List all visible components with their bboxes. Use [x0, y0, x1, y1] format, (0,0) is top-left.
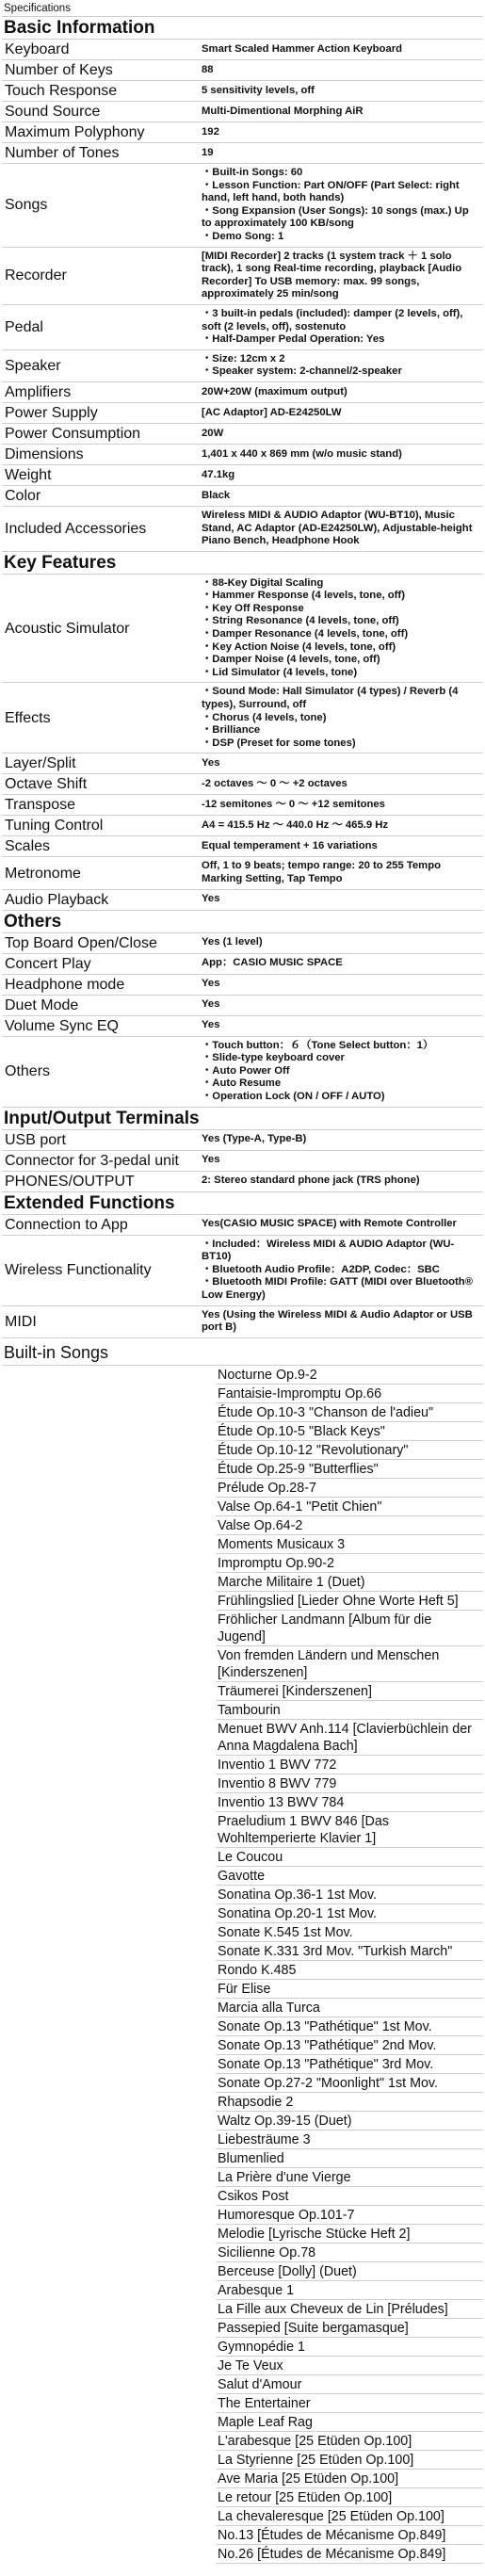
spec-value-line: 5 sensitivity levels, off — [202, 84, 315, 96]
spec-value-line: [AC Adaptor] AD-E24250LW — [202, 406, 342, 418]
spec-value — [199, 81, 483, 102]
song-list-item: Je Te Veux — [216, 2357, 483, 2375]
spec-label: Connection to App — [2, 1215, 199, 1236]
spec-value-line: Yes (1 level) — [202, 936, 263, 948]
spec-value — [199, 836, 483, 857]
song-list-item: No.26 [Études de Mécanisme Op.849] — [216, 2545, 483, 2564]
spec-value-line: Yes — [202, 998, 220, 1011]
spec-label: MIDI — [2, 1305, 199, 1337]
song-list-item: Für Elise — [216, 1980, 483, 1999]
spec-value-line: ・Touch button：６（Tone Select button：1） — [202, 1039, 434, 1051]
spec-value — [199, 247, 483, 304]
song-list-item: Liebesträume 3 — [216, 2130, 483, 2149]
spec-value-line: Smart Scaled Hammer Action Keyboard — [202, 42, 403, 55]
spec-row — [2, 1305, 483, 1337]
spec-table-input-output-terminals — [2, 1130, 483, 1192]
spec-value — [199, 381, 483, 402]
spec-value-line: Off, 1 to 9 beats; tempo range: 20 to 255 Tempo Marking Setting, Tap Tempo — [202, 860, 442, 884]
spec-row — [2, 933, 483, 954]
spec-label: Pedal — [2, 304, 199, 349]
song-list-item: Humoresque Op.101-7 — [216, 2206, 483, 2225]
song-list-item: Gavotte — [216, 1867, 483, 1886]
spec-value-line: ・Hammer Response (4 levels, tone, off) — [202, 590, 405, 602]
song-list-item: The Entertainer — [216, 2394, 483, 2413]
spec-row — [2, 423, 483, 444]
song-list-item: Tambourin — [216, 1701, 483, 1720]
song-list-item: Le retour [25 Etüden Op.100] — [216, 2488, 483, 2507]
spec-row — [2, 304, 483, 349]
builtin-songs-list — [216, 1366, 483, 2564]
spec-value — [199, 40, 483, 60]
spec-value-line: ・Chorus (4 levels, tone) — [202, 711, 327, 723]
song-list-item: Marche Militaire 1 (Duet) — [216, 1573, 483, 1592]
spec-value — [199, 857, 483, 889]
song-list-item: Fröhlicher Landmann [Album für die Jugend] — [216, 1611, 483, 1646]
song-list-item: Sonate Op.13 "Pathétique" 1st Mov. — [216, 2017, 483, 2036]
spec-row — [2, 506, 483, 551]
spec-row — [2, 40, 483, 60]
song-list-item: Étude Op.10-5 "Black Keys" — [216, 1422, 483, 1441]
song-list-item: Passepied [Suite bergamasque] — [216, 2319, 483, 2338]
spec-label: Headphone mode — [2, 974, 199, 995]
spec-row — [2, 857, 483, 889]
spec-value — [199, 1015, 483, 1036]
spec-value-line: ・Auto Resume — [202, 1077, 282, 1090]
spec-value — [199, 933, 483, 954]
spec-value-line: ・String Resonance (4 levels, tone, off) — [202, 615, 399, 627]
spec-label: Duet Mode — [2, 995, 199, 1015]
spec-row — [2, 1171, 483, 1191]
song-list-item: Waltz Op.39-15 (Duet) — [216, 2112, 483, 2130]
spec-row — [2, 995, 483, 1015]
spec-value — [199, 444, 483, 464]
song-list-item: Moments Musicaux 3 — [216, 1535, 483, 1554]
spec-row — [2, 1215, 483, 1236]
spec-value — [199, 953, 483, 974]
spec-value-line: 47.1kg — [202, 468, 235, 480]
song-list-item: Étude Op.10-3 "Chanson de l'adieu" — [216, 1403, 483, 1422]
song-list-item: Sonate Op.13 "Pathétique" 2nd Mov. — [216, 2036, 483, 2055]
song-list-item: Fantaisie-Impromptu Op.66 — [216, 1385, 483, 1403]
song-list-item: Marcia alla Turca — [216, 1999, 483, 2017]
spec-row — [2, 81, 483, 102]
spec-label: Connector for 3-pedal unit — [2, 1150, 199, 1171]
spec-value-line: ・Key Action Noise (4 levels, tone, off) — [202, 640, 396, 653]
spec-row — [2, 889, 483, 910]
spec-row — [2, 464, 483, 485]
spec-label: Songs — [2, 164, 199, 248]
spec-row — [2, 795, 483, 816]
spec-label: USB port — [2, 1130, 199, 1151]
spec-label: Sound Source — [2, 102, 199, 122]
spec-row — [2, 974, 483, 995]
spec-value-line: Equal temperament + 16 variations — [202, 840, 378, 852]
song-list-item: Gymnopédie 1 — [216, 2338, 483, 2357]
spec-value-line: Yes — [202, 757, 220, 770]
spec-value — [199, 349, 483, 381]
spec-value — [199, 889, 483, 910]
spec-label: Keyboard — [2, 40, 199, 60]
spec-row — [2, 1036, 483, 1107]
spec-label: Others — [2, 1036, 199, 1107]
spec-value — [199, 1036, 483, 1107]
spec-row — [2, 1130, 483, 1151]
spec-row — [2, 485, 483, 506]
song-list-item: Inventio 1 BWV 772 — [216, 1756, 483, 1774]
song-list-item: Sonate Op.13 "Pathétique" 3rd Mov. — [216, 2055, 483, 2074]
spec-row — [2, 774, 483, 795]
spec-label: Included Accessories — [2, 506, 199, 551]
spec-value — [199, 995, 483, 1015]
spec-row — [2, 1015, 483, 1036]
song-list-item: Berceuse [Dolly] (Duet) — [216, 2262, 483, 2281]
spec-row — [2, 953, 483, 974]
spec-value-line: 1,401 x 440 x 869 mm (w/o music stand) — [202, 447, 402, 460]
spec-row — [2, 836, 483, 857]
spec-label: Tuning Control — [2, 816, 199, 836]
spec-label: Power Consumption — [2, 423, 199, 444]
spec-value-line: ・Half-Damper Pedal Operation: Yes — [202, 333, 385, 346]
spec-value-line: Yes (Using the Wireless MIDI & Audio Adaptor or USB port B) — [202, 1308, 473, 1334]
song-list-item: Inventio 13 BWV 784 — [216, 1793, 483, 1812]
spec-value — [199, 464, 483, 485]
spec-label: Dimensions — [2, 444, 199, 464]
spec-label: Recorder — [2, 247, 199, 304]
spec-value-line: Yes — [202, 893, 220, 905]
song-list-item: Rhapsodie 2 — [216, 2093, 483, 2112]
spec-value — [199, 1171, 483, 1191]
spec-value-line: ・Demo Song: 1 — [202, 230, 284, 242]
spec-label: Power Supply — [2, 402, 199, 423]
spec-table-others — [2, 933, 483, 1108]
spec-value-line: Black — [202, 489, 231, 501]
song-list-item: Melodie [Lyrische Stücke Heft 2] — [216, 2225, 483, 2244]
spec-value — [199, 102, 483, 122]
song-list-item: La Fille aux Cheveux de Lin [Préludes] — [216, 2300, 483, 2319]
song-list-item: Sonate Op.27-2 "Moonlight" 1st Mov. — [216, 2074, 483, 2093]
spec-value-line: Yes — [202, 978, 220, 990]
song-list-item: Valse Op.64-1 "Petit Chien" — [216, 1498, 483, 1516]
spec-value-line: A4 = 415.5 Hz ～ 440.0 Hz ～ 465.9 Hz — [202, 819, 389, 832]
spec-label: Touch Response — [2, 81, 199, 102]
spec-value-line: ・DSP (Preset for some tones) — [202, 737, 356, 749]
spec-value — [199, 506, 483, 551]
spec-value-line: ・Built-in Songs: 60 — [202, 167, 303, 178]
spec-value — [199, 774, 483, 795]
song-list-item: Salut d'Amour — [216, 2375, 483, 2394]
spec-value-line: ・Slide-type keyboard cover — [202, 1052, 345, 1064]
spec-label: Effects — [2, 683, 199, 753]
spec-label: Audio Playback — [2, 889, 199, 910]
spec-row — [2, 575, 483, 683]
spec-value — [199, 304, 483, 349]
spec-value — [199, 1305, 483, 1337]
spec-row — [2, 349, 483, 381]
spec-value-line: -2 octaves ～ 0 ～ +2 octaves — [202, 778, 348, 790]
spec-row — [2, 402, 483, 423]
spec-value-line: ・Auto Power Off — [202, 1064, 290, 1077]
spec-value-line: ・Damper Noise (4 levels, tone, off) — [202, 654, 380, 666]
section-title-input-output-terminals: Input/Output Terminals — [2, 1108, 483, 1130]
spec-value-line: ・Included：Wireless MIDI & AUDIO Adaptor (WU-BT10) — [202, 1238, 455, 1263]
spec-value-line: ・Bluetooth MIDI Profile: GATT (MIDI over Bluetooth® Low Energy) — [202, 1276, 474, 1301]
spec-row — [2, 816, 483, 836]
spec-row — [2, 60, 483, 81]
spec-value-line: App：CASIO MUSIC SPACE — [202, 957, 343, 969]
song-list-item: Sonatina Op.20-1 1st Mov. — [216, 1904, 483, 1923]
song-list-item: Ave Maria [25 Etüden Op.100] — [216, 2470, 483, 2488]
spec-value-line: Wireless MIDI & AUDIO Adaptor (WU-BT10), Music Stand, AC Adaptor (AD-E24250LW), Adjustable-height Piano Bench, Headphone Hook — [202, 509, 473, 547]
song-list-item: Maple Leaf Rag — [216, 2413, 483, 2432]
song-list-item: Prélude Op.28-7 — [216, 1479, 483, 1498]
song-list-item: Étude Op.10-12 "Revolutionary" — [216, 1441, 483, 1460]
spec-value-line: ・Damper Resonance (4 levels, tone, off) — [202, 628, 409, 640]
spec-label: Octave Shift — [2, 774, 199, 795]
spec-value-line: 19 — [202, 146, 214, 158]
spec-value — [199, 164, 483, 248]
spec-row — [2, 683, 483, 753]
spec-row — [2, 102, 483, 122]
spec-value-line: ・Lid Simulator (4 levels, tone) — [202, 666, 358, 678]
spec-label: Number of Tones — [2, 143, 199, 164]
spec-value-line: [MIDI Recorder] 2 tracks (1 system track ＋ 1 solo track), 1 song Real-time recording, playback [Audio Recorder] To USB memory: max. 99 songs, approximately 25 min/song — [202, 250, 462, 300]
spec-value-line: ・Bluetooth Audio Profile：A2DP, Codec：SBC — [202, 1263, 440, 1275]
spec-row — [2, 1150, 483, 1171]
spec-value — [199, 402, 483, 423]
spec-value-line: Yes(CASIO MUSIC SPACE) with Remote Controller — [202, 1218, 457, 1230]
spec-label: Acoustic Simulator — [2, 575, 199, 683]
song-list-item: No.13 [Études de Mécanisme Op.849] — [216, 2526, 483, 2545]
song-list-item: Sonatina Op.36-1 1st Mov. — [216, 1886, 483, 1904]
spec-value-line: Yes — [202, 1154, 220, 1166]
spec-value-line: ・Song Expansion (User Songs): 10 songs (max.) Up to approximately 100 KB/song — [202, 204, 469, 230]
song-list-item: Rondo K.485 — [216, 1961, 483, 1980]
song-list-item: Inventio 8 BWV 779 — [216, 1774, 483, 1793]
spec-row — [2, 247, 483, 304]
spec-value — [199, 753, 483, 774]
spec-label: Speaker — [2, 349, 199, 381]
song-list-item: Arabesque 1 — [216, 2281, 483, 2300]
spec-value-line: 20W+20W (maximum output) — [202, 385, 348, 397]
spec-label: Top Board Open/Close — [2, 933, 199, 954]
spec-row — [2, 143, 483, 164]
spec-value-line: -12 semitones ～ 0 ～ +12 semitones — [202, 799, 385, 811]
spec-value — [199, 423, 483, 444]
spec-label: PHONES/OUTPUT — [2, 1171, 199, 1191]
spec-label: Metronome — [2, 857, 199, 889]
spec-label: Color — [2, 485, 199, 506]
page-title: Specifications — [2, 0, 483, 17]
song-list-item: L'arabesque [25 Etüden Op.100] — [216, 2432, 483, 2451]
song-list-item: Frühlingslied [Lieder Ohne Worte Heft 5] — [216, 1592, 483, 1611]
song-list-item: La Styrienne [25 Etüden Op.100] — [216, 2451, 483, 2470]
song-list-item: La chevaleresque [25 Etüden Op.100] — [216, 2507, 483, 2526]
section-title-key-features: Key Features — [2, 552, 483, 575]
song-list-item: Menuet BWV Anh.114 [Clavierbüchlein der Anna Magdalena Bach] — [216, 1720, 483, 1756]
spec-value-line: Yes — [202, 1019, 220, 1031]
spec-value — [199, 575, 483, 683]
section-title-extended-functions: Extended Functions — [2, 1192, 483, 1215]
spec-label: Amplifiers — [2, 381, 199, 402]
spec-value-line: Multi-Dimentional Morphing AiR — [202, 105, 364, 117]
spec-table-extended-functions — [2, 1215, 483, 1338]
spec-value-line: ・3 built-in pedals (included): damper (2 levels, off), soft (2 levels, off), sostenuto — [202, 307, 463, 332]
spec-value-line: 192 — [202, 125, 219, 138]
section-title-basic-information: Basic Information — [2, 17, 483, 40]
song-list-item: La Prière d'une Vierge — [216, 2168, 483, 2187]
song-list-item: Le Coucou — [216, 1848, 483, 1867]
spec-value — [199, 1235, 483, 1305]
spec-value-line: Yes (Type-A, Type-B) — [202, 1133, 307, 1145]
song-list-item: Praeludium 1 BWV 846 [Das Wohltemperierte Klavier 1] — [216, 1812, 483, 1848]
song-list-item: Sicilienne Op.78 — [216, 2244, 483, 2262]
spec-label: Transpose — [2, 795, 199, 816]
spec-row — [2, 1235, 483, 1305]
spec-value — [199, 683, 483, 753]
spec-table-basic-information — [2, 40, 483, 552]
spec-label: Scales — [2, 836, 199, 857]
spec-sections — [2, 17, 483, 1338]
spec-value — [199, 816, 483, 836]
builtin-songs-heading: Built-in Songs — [2, 1338, 483, 1366]
spec-value-line: 20W — [202, 427, 224, 439]
spec-value-line: ・Brilliance — [202, 724, 261, 737]
spec-value — [199, 485, 483, 506]
section-title-others: Others — [2, 911, 483, 933]
spec-value — [199, 1150, 483, 1171]
spec-value-line: ・Sound Mode: Hall Simulator (4 types) / Reverb (4 types), Surround, off — [202, 686, 459, 711]
spec-value — [199, 795, 483, 816]
spec-table-key-features — [2, 575, 483, 911]
spec-value — [199, 1130, 483, 1151]
spec-value-line: ・88-Key Digital Scaling — [202, 576, 324, 589]
spec-row — [2, 444, 483, 464]
song-list-item: Valse Op.64-2 — [216, 1516, 483, 1535]
song-list-item: Blumenlied — [216, 2149, 483, 2168]
spec-value-line: 2: Stereo standard phone jack (TRS phone) — [202, 1175, 420, 1187]
spec-value — [199, 122, 483, 143]
spec-row — [2, 164, 483, 248]
song-list-item: Impromptu Op.90-2 — [216, 1554, 483, 1573]
spec-value-line: ・Operation Lock (ON / OFF / AUTO) — [202, 1090, 385, 1102]
song-list-item: Étude Op.25-9 "Butterflies" — [216, 1460, 483, 1479]
spec-value — [199, 60, 483, 81]
song-list-item: Csikos Post — [216, 2187, 483, 2206]
spec-label: Maximum Polyphony — [2, 122, 199, 143]
song-list-item: Träumerei [Kinderszenen] — [216, 1682, 483, 1701]
song-list-item: Von fremden Ländern und Menschen [Kinderszenen] — [216, 1646, 483, 1682]
spec-value-line: ・Speaker system: 2-channel/2-speaker — [202, 365, 402, 378]
spec-label: Concert Play — [2, 953, 199, 974]
spec-row — [2, 381, 483, 402]
spec-label: Number of Keys — [2, 60, 199, 81]
spec-row — [2, 122, 483, 143]
spec-label: Wireless Functionality — [2, 1235, 199, 1305]
spec-value — [199, 1215, 483, 1236]
spec-label: Volume Sync EQ — [2, 1015, 199, 1036]
song-list-item: Sonate K.331 3rd Mov. "Turkish March" — [216, 1942, 483, 1961]
spec-value-line: ・Lesson Function: Part ON/OFF (Part Select: right hand, left hand, both hands) — [202, 179, 460, 204]
spec-value-line: ・Size: 12cm x 2 — [202, 352, 285, 365]
spec-value-line: ・Key Off Response — [202, 602, 304, 614]
spec-label: Layer/Split — [2, 753, 199, 774]
song-list-item: Nocturne Op.9-2 — [216, 1366, 483, 1385]
spec-row — [2, 753, 483, 774]
spec-value-line: 88 — [202, 63, 214, 75]
spec-value — [199, 974, 483, 995]
spec-value — [199, 143, 483, 164]
song-list-item: Sonate K.545 1st Mov. — [216, 1923, 483, 1942]
spec-label: Weight — [2, 464, 199, 485]
